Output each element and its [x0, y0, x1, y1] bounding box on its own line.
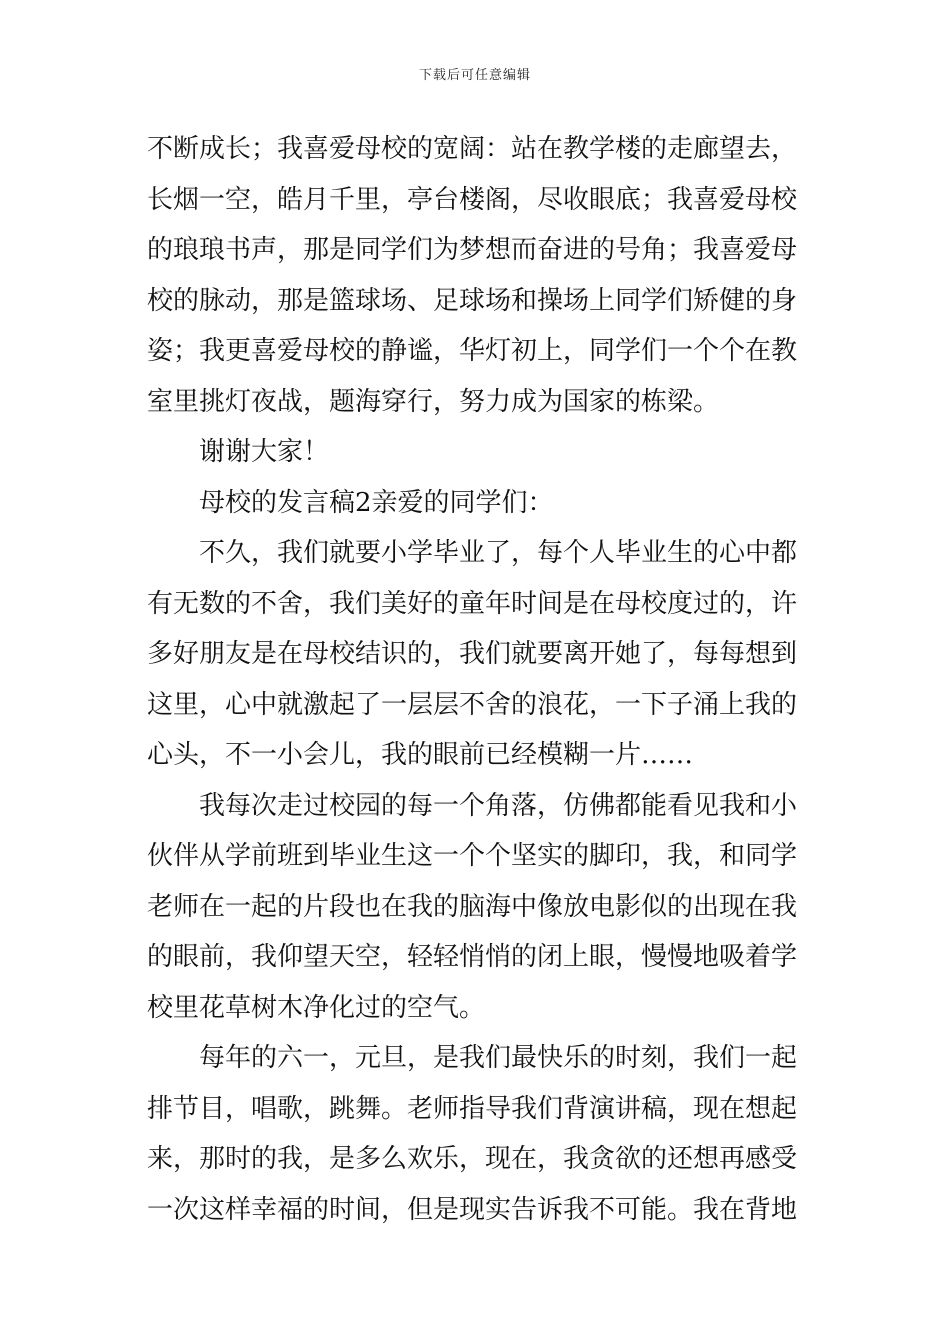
text-line: 不断成长；我喜爱母校的宽阔：站在教学楼的走廊望去， [147, 134, 798, 164]
text-line: 姿；我更喜爱母校的静谧，华灯初上，同学们一个个在教 [147, 336, 798, 366]
text-line: 排节目，唱歌，跳舞。老师指导我们背演讲稿，现在想起 [147, 1093, 798, 1124]
text-line: 每年的六一，元旦，是我们最快乐的时刻，我们一起 [199, 1043, 798, 1073]
text-line: 来，那时的我，是多么欢乐，现在，我贪欲的还想再感受 [147, 1144, 798, 1174]
text-line: 的眼前，我仰望天空，轻轻悄悄的闭上眼，慢慢地吸着学 [147, 942, 798, 972]
text-line: 不久，我们就要小学毕业了，每个人毕业生的心中都 [199, 538, 798, 568]
text-line: 校的脉动，那是篮球场、足球场和操场上同学们矫健的身 [147, 285, 798, 316]
text-line: 多好朋友是在母校结识的，我们就要离开她了，每每想到 [147, 639, 798, 669]
text-line: 这里，心中就激起了一层层不舍的浪花，一下子涌上我的 [147, 689, 798, 720]
text-line: 的琅琅书声，那是同学们为梦想而奋进的号角；我喜爱母 [147, 235, 798, 265]
page-header: 下载后可任意编辑 [418, 68, 531, 83]
text-line: 我每次走过校园的每一个角落，仿佛都能看见我和小 [199, 790, 798, 821]
text-line: 一次这样幸福的时间，但是现实告诉我不可能。我在背地 [147, 1194, 798, 1225]
text-line: 校里花草树木净化过的空气。 [147, 992, 486, 1023]
text-line: 心头，不一小会儿，我的眼前已经模糊一片…… [147, 740, 694, 770]
text-line: 长烟一空，皓月千里，亭台楼阁，尽收眼底；我喜爱母校 [147, 184, 798, 215]
document-body [147, 124, 807, 1235]
text-line: 谢谢大家！ [199, 437, 330, 467]
text-line: 室里挑灯夜战，题海穿行，努力成为国家的栋梁。 [147, 386, 720, 417]
text-line: 伙伴从学前班到毕业生这一个个坚实的脚印，我，和同学 [147, 841, 798, 871]
text-line: 有无数的不舍，我们美好的童年时间是在母校度过的，许 [147, 588, 798, 619]
text-line: 母校的发言稿2亲爱的同学们： [199, 487, 554, 518]
text-line: 老师在一起的片段也在我的脑海中像放电影似的出现在我 [147, 891, 798, 922]
